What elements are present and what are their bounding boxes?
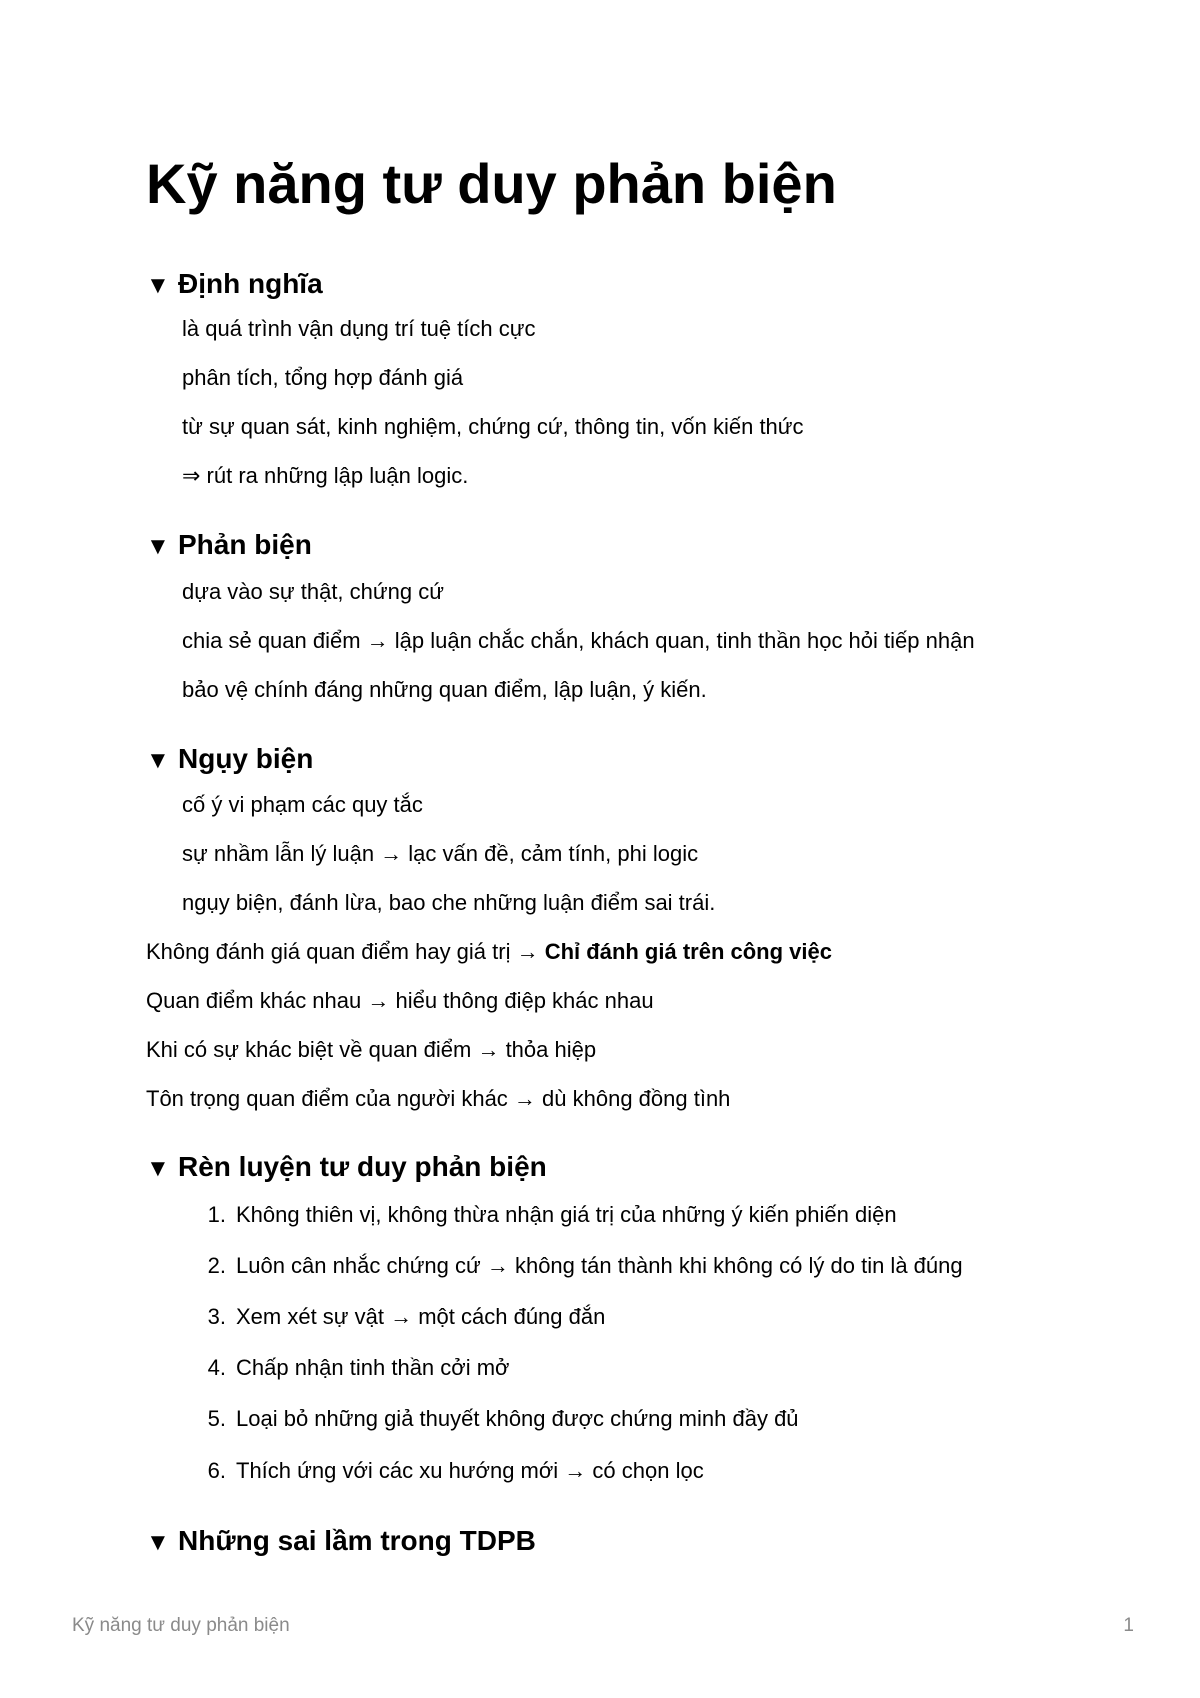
- text-line: Tôn trọng quan điểm của người khác → dù không đồng tình: [146, 1086, 731, 1111]
- text-line: cố ý vi phạm các quy tắc: [182, 792, 423, 817]
- list-item: 6. Thích ứng với các xu hướng mới → có chọn lọc: [207, 1458, 704, 1483]
- section-heading-nguy-bien[interactable]: [146, 741, 313, 779]
- section-heading-ren-luyen[interactable]: [146, 1149, 547, 1187]
- list-item: 4. Chấp nhận tinh thần cởi mở: [207, 1355, 510, 1380]
- text-line: Khi có sự khác biệt về quan điểm → thỏa hiệp: [146, 1037, 597, 1062]
- text-line: Quan điểm khác nhau → hiểu thông điệp khác nhau: [146, 988, 654, 1013]
- text-line: dựa vào sự thật, chứng cứ: [182, 579, 444, 604]
- section-heading-label: Rèn luyện tư duy phản biện: [178, 1151, 547, 1182]
- list-item-text: Chấp nhận tinh thần cởi mở: [236, 1355, 510, 1380]
- text-line-normal: Không đánh giá quan điểm hay giá trị →: [146, 939, 545, 964]
- text-line: ⇒ rút ra những lập luận logic.: [182, 463, 469, 488]
- list-item-text: Loại bỏ những giả thuyết không được chứng minh đầy đủ: [236, 1406, 799, 1431]
- text-line: phân tích, tổng hợp đánh giá: [182, 365, 464, 390]
- text-line-bold: Chỉ đánh giá trên công việc: [544, 939, 832, 964]
- text-line: bảo vệ chính đáng những quan điểm, lập luận, ý kiến.: [182, 677, 707, 702]
- toggle-triangle-icon[interactable]: ▼: [146, 1155, 170, 1182]
- list-item: 3. Xem xét sự vật → một cách đúng đắn: [207, 1304, 606, 1329]
- list-item-text: Luôn cân nhắc chứng cứ → không tán thành khi không có lý do tin là đúng: [236, 1253, 963, 1278]
- text-line: ngụy biện, đánh lừa, bao che những luận điểm sai trái.: [182, 890, 716, 915]
- toggle-triangle-icon[interactable]: ▼: [146, 533, 170, 560]
- page-number: 1: [1123, 1615, 1134, 1636]
- section-heading-label: Ngụy biện: [178, 743, 314, 774]
- list-item-text: Xem xét sự vật → một cách đúng đắn: [236, 1304, 606, 1329]
- page-title: Kỹ năng tư duy phản biện: [146, 152, 837, 215]
- section-heading-sai-lam[interactable]: [146, 1523, 536, 1561]
- toggle-triangle-icon[interactable]: ▼: [146, 747, 170, 774]
- section-heading-label: Những sai lầm trong TDPB: [178, 1525, 536, 1556]
- text-line: là quá trình vận dụng trí tuệ tích cực: [182, 316, 536, 341]
- toggle-triangle-icon[interactable]: ▼: [146, 272, 170, 299]
- list-item: 5. Loại bỏ những giả thuyết không được chứng minh đầy đủ: [207, 1406, 799, 1431]
- text-line: [146, 937, 832, 967]
- list-item: 1. Không thiên vị, không thừa nhận giá trị của những ý kiến phiến diện: [207, 1202, 897, 1227]
- text-line: chia sẻ quan điểm → lập luận chắc chắn, khách quan, tinh thần học hỏi tiếp nhận: [182, 628, 975, 653]
- section-heading-phan-bien[interactable]: [146, 527, 312, 565]
- section-heading-label: Phản biện: [178, 529, 312, 560]
- list-item-text: Không thiên vị, không thừa nhận giá trị của những ý kiến phiến diện: [236, 1202, 897, 1227]
- section-heading-dinh-nghia[interactable]: [146, 266, 323, 304]
- footer-title: Kỹ năng tư duy phản biện: [72, 1615, 290, 1636]
- list-item-text: Thích ứng với các xu hướng mới → có chọn lọc: [236, 1458, 704, 1483]
- toggle-triangle-icon[interactable]: ▼: [146, 1529, 170, 1556]
- section-heading-label: Định nghĩa: [178, 268, 323, 299]
- text-line: từ sự quan sát, kinh nghiệm, chứng cứ, thông tin, vốn kiến thức: [182, 414, 804, 439]
- list-item: 2. Luôn cân nhắc chứng cứ → không tán thành khi không có lý do tin là đúng: [207, 1253, 963, 1278]
- text-line: sự nhầm lẫn lý luận → lạc vấn đề, cảm tính, phi logic: [182, 841, 699, 866]
